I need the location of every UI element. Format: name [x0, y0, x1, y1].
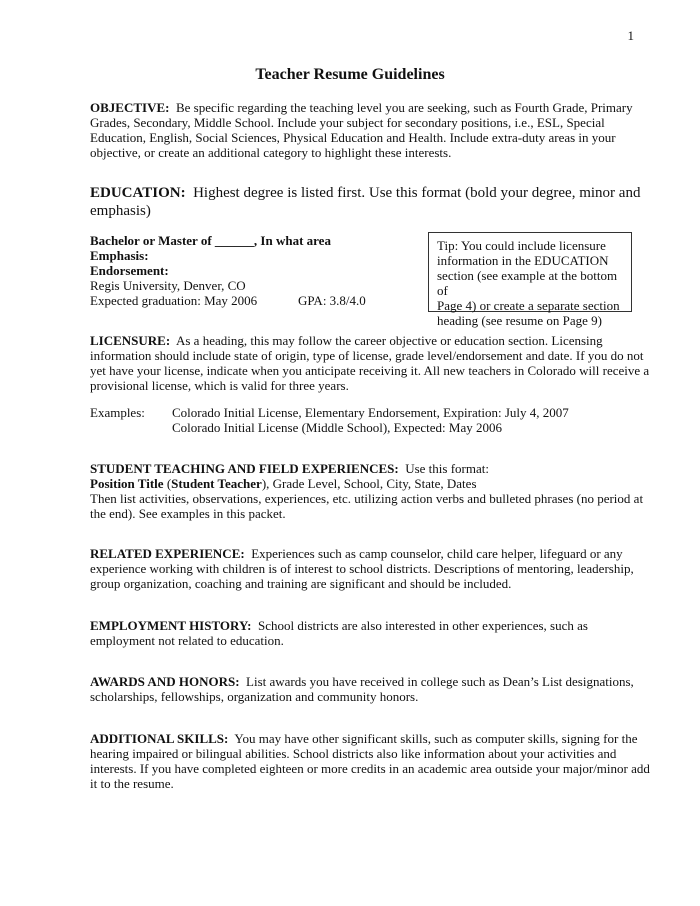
degree-line: Bachelor or Master of ______, In what area	[90, 233, 331, 248]
graduation-date: Expected graduation: May 2006	[90, 293, 258, 308]
student-teaching-heading: STUDENT TEACHING AND FIELD EXPERIENCES:	[90, 461, 399, 476]
student-teaching-line-4: the end). See examples in this packet.	[90, 506, 286, 521]
position-rest: ), Grade Level, School, City, State, Dates	[261, 476, 477, 491]
related-experience-text: Experiences such as camp counselor, child care helper, lifeguard or any	[251, 546, 623, 561]
additional-skills-line-2: hearing impaired or bilingual abilities. School districts also like information about your activities and	[90, 746, 617, 761]
school-line: Regis University, Denver, CO	[90, 278, 246, 293]
student-teaching-line-3: Then list activities, observations, experiences, etc. utilizing action verbs and bulleted phrases (no period at	[90, 491, 644, 506]
education-line-1	[90, 184, 650, 202]
related-experience-line-3: group organization, coaching and training are significant and should be included.	[90, 576, 512, 591]
position-format-line	[90, 476, 650, 491]
employment-history-line-1	[90, 618, 650, 633]
objective-line-2: Grades, Secondary, Middle School. Include your subject for secondary positions, i.e., ESL, Special	[90, 115, 605, 130]
licensure-heading: LICENSURE:	[90, 333, 171, 348]
endorsement-line: Endorsement:	[90, 263, 169, 278]
related-experience-section	[90, 546, 650, 591]
student-teaching-intro: Use this format:	[405, 461, 489, 476]
licensure-section	[90, 333, 650, 393]
tip-line: heading (see resume on Page 9)	[437, 313, 602, 328]
objective-text: Be specific regarding the teaching level you are seeking, such as Fourth Grade, Primary	[175, 100, 633, 115]
licensure-line-4: provisional license, which is valid for three years.	[90, 378, 349, 393]
education-format	[90, 233, 420, 308]
student-teaching-section	[90, 461, 650, 521]
additional-skills-section	[90, 731, 650, 791]
examples-label: Examples:	[90, 405, 145, 420]
education-section	[90, 184, 650, 220]
tip-line: Tip: You could include licensure	[437, 238, 606, 253]
position-role: Student Teacher	[171, 476, 262, 491]
licensure-text: As a heading, this may follow the career objective or education section. Licensing	[175, 333, 603, 348]
employment-history-section	[90, 618, 650, 648]
employment-history-heading: EMPLOYMENT HISTORY:	[90, 618, 252, 633]
emphasis-line: Emphasis:	[90, 248, 149, 263]
related-experience-line-1	[90, 546, 650, 561]
objective-line-4: objective, or create an additional category to highlight these interests.	[90, 145, 452, 160]
objective-line-1	[90, 100, 650, 115]
education-line-2: emphasis)	[90, 203, 151, 219]
position-title: Position Title	[90, 476, 164, 491]
awards-section	[90, 674, 650, 704]
gpa-value: GPA: 3.8/4.0	[298, 293, 366, 308]
additional-skills-line-1	[90, 731, 650, 746]
position-paren: (	[163, 476, 172, 491]
related-experience-line-2: experience working with children is of interest to school districts. Descriptions of mentoring, leadership,	[90, 561, 634, 576]
additional-skills-line-4: it to the resume.	[90, 776, 174, 791]
awards-heading: AWARDS AND HONORS:	[90, 674, 240, 689]
document-title: Teacher Resume Guidelines	[255, 66, 445, 83]
education-heading: EDUCATION:	[90, 185, 186, 201]
additional-skills-line-3: interests. If you have completed eighteen or more credits in an academic area outside your major/minor add	[90, 761, 650, 776]
tip-box	[428, 232, 632, 328]
objective-line-3: Education, English, Social Sciences, Physical Education and Health. Include extra-duty areas in your	[90, 130, 616, 145]
objective-section	[90, 100, 650, 160]
example-item: Colorado Initial License (Middle School), Expected: May 2006	[172, 420, 502, 435]
example-line-1	[90, 405, 650, 420]
licensure-examples	[90, 405, 650, 435]
objective-heading: OBJECTIVE:	[90, 100, 170, 115]
licensure-line-1	[90, 333, 650, 348]
employment-history-line-2: employment not related to education.	[90, 633, 284, 648]
example-item: Colorado Initial License, Elementary Endorsement, Expiration: July 4, 2007	[172, 405, 569, 420]
awards-text: List awards you have received in college such as Dean’s List designations,	[246, 674, 634, 689]
licensure-line-3: yet have your license, indicate when you anticipate receiving it. All new teachers in Colorado will receive a	[90, 363, 650, 378]
education-text: Highest degree is listed first. Use this format (bold your degree, minor and	[193, 185, 641, 201]
related-experience-heading: RELATED EXPERIENCE:	[90, 546, 245, 561]
tip-line: information in the EDUCATION	[437, 253, 609, 268]
page-number: 1	[627, 28, 634, 43]
awards-line-2: scholarships, fellowships, organization and community honors.	[90, 689, 419, 704]
student-teaching-line-1	[90, 461, 650, 476]
additional-skills-text: You may have other significant skills, such as computer skills, signing for the	[234, 731, 638, 746]
tip-line: section (see example at the bottom of	[437, 268, 618, 298]
employment-history-text: School districts are also interested in other experiences, such as	[257, 618, 588, 633]
graduation-line	[90, 293, 420, 308]
licensure-line-2: information should include state of origin, type of license, grade level/endorsement and date. If you do not	[90, 348, 644, 363]
tip-line: Page 4) or create a separate section	[437, 298, 620, 313]
awards-line-1	[90, 674, 650, 689]
additional-skills-heading: ADDITIONAL SKILLS:	[90, 731, 229, 746]
